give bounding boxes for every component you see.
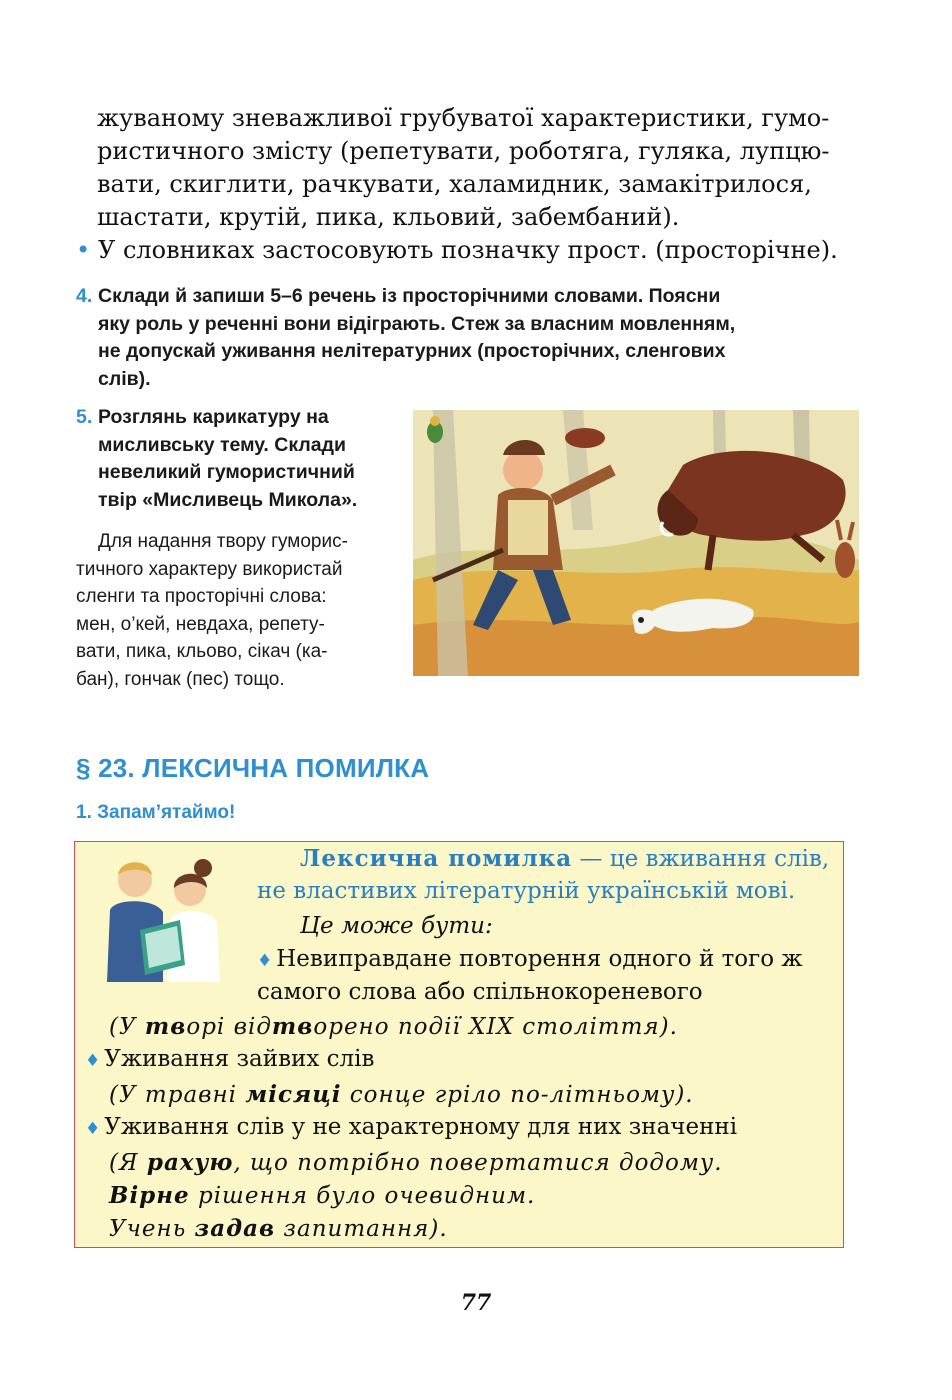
hat-icon xyxy=(565,428,605,448)
example-text: рішення було очевидним. xyxy=(189,1183,536,1209)
example-text: Учень xyxy=(109,1216,195,1242)
task-number: 4. xyxy=(76,285,93,307)
example-text: (У травні xyxy=(109,1082,246,1108)
task-5-line: Розглянь карикатуру на xyxy=(98,406,329,428)
intro-line: жуваному зневажливої грубуватої характеристики, гумо- xyxy=(97,104,830,132)
may-be-label: Це може бути: xyxy=(300,913,493,939)
hint-line: сленги та просторічні слова: xyxy=(76,586,327,607)
dictionary-note xyxy=(76,234,846,267)
example-text: орі від xyxy=(186,1014,272,1040)
task-4-line: не допускай уживання нелітературних (просторічних, сленгових xyxy=(98,340,726,362)
hint-line: бан), гончак (пес) тощо. xyxy=(76,668,285,690)
rule-item-2-text: Уживання зайвих слів xyxy=(104,1046,375,1072)
rule-item-1 xyxy=(257,943,803,978)
hint-line: тичного характеру використай xyxy=(76,558,343,580)
definition-line-1 xyxy=(300,842,829,876)
rule-item-2 xyxy=(85,1043,374,1078)
intro-line: ристичного змісту (репетувати, роботяга, гуляка, лупцю- xyxy=(97,137,830,165)
page-number: 77 xyxy=(460,1290,492,1316)
hint-line: мен, о’кей, невдаха, репету- xyxy=(76,613,325,635)
example-emphasis: місяці xyxy=(245,1081,342,1108)
example-1 xyxy=(109,1010,678,1044)
intro-line: шастати, крутій, пика, кльовий, забембаний). xyxy=(97,203,680,231)
rule-box xyxy=(74,841,844,1248)
task-4-line: яку роль у реченні вони відіграють. Стеж за власним мовленням, xyxy=(98,312,736,335)
example-text: запитання). xyxy=(275,1216,448,1242)
hint-line: вати, пика, кльово, сікач (ка- xyxy=(76,641,328,662)
task-5-hint xyxy=(76,528,386,693)
diamond-icon: ♦ xyxy=(85,1051,101,1071)
example-emphasis: задав xyxy=(194,1215,276,1242)
hunter-cartoon-illustration xyxy=(413,410,859,676)
section-title: § 23. ЛЕКСИЧНА ПОМИЛКА xyxy=(76,753,430,783)
definition-line-2: не властивих літературній українській мові. xyxy=(257,878,796,904)
bullet-dot: • xyxy=(76,236,91,264)
example-text: (Я xyxy=(109,1150,147,1176)
example-emphasis: рахую xyxy=(146,1149,234,1176)
rule-term: Лексична помилка xyxy=(300,845,573,872)
example-emphasis: тв xyxy=(271,1013,314,1040)
definition-text: — це вживання слів, xyxy=(572,846,830,872)
task-5-line: твір «Мисливець Микола». xyxy=(98,488,358,511)
example-3 xyxy=(109,1146,723,1180)
rule-item-1-text: Невиправдане повторення одного й того ж xyxy=(276,946,803,972)
task-4-line: слів). xyxy=(98,367,151,390)
diamond-icon: ♦ xyxy=(257,951,273,971)
diamond-icon: ♦ xyxy=(85,1119,101,1139)
example-emphasis: тв xyxy=(144,1013,187,1040)
task-5 xyxy=(76,404,396,514)
example-text: сонце гріло по-літньому). xyxy=(341,1082,694,1108)
task-4 xyxy=(76,283,836,393)
hint-line: Для надання твору гуморис- xyxy=(98,531,348,552)
example-text: (У xyxy=(109,1014,145,1040)
rule-item-1-cont: самого слова або спільнокореневого xyxy=(257,979,703,1005)
task-number: 5. xyxy=(76,406,93,428)
intro-line: вати, скиглити, рачкувати, халамидник, замакітрилося, xyxy=(97,170,812,198)
example-text: , що потрібно повертатися додому. xyxy=(233,1150,723,1176)
rule-item-3-text: Уживання слів у не характерному для них значенні xyxy=(104,1114,738,1140)
example-emphasis: Вірне xyxy=(109,1182,190,1209)
task-4-line: Склади й запиши 5–6 речень із просторічними словами. Поясни xyxy=(98,285,721,307)
reading-children-illustration xyxy=(85,850,237,982)
section-subtitle: 1. Запам’ятаймо! xyxy=(76,802,236,823)
example-5 xyxy=(109,1212,448,1246)
intro-paragraph xyxy=(97,102,847,234)
example-2 xyxy=(109,1078,694,1112)
example-text: орено події XIX століття). xyxy=(313,1014,678,1040)
task-5-line: невеликий гумористичний xyxy=(98,461,355,483)
example-4 xyxy=(109,1179,535,1213)
rule-item-3 xyxy=(85,1111,737,1146)
dictionary-note-text: У словниках застосовують позначку прост. (просторічне). xyxy=(98,236,838,264)
task-5-line: мисливську тему. Склади xyxy=(98,433,346,456)
